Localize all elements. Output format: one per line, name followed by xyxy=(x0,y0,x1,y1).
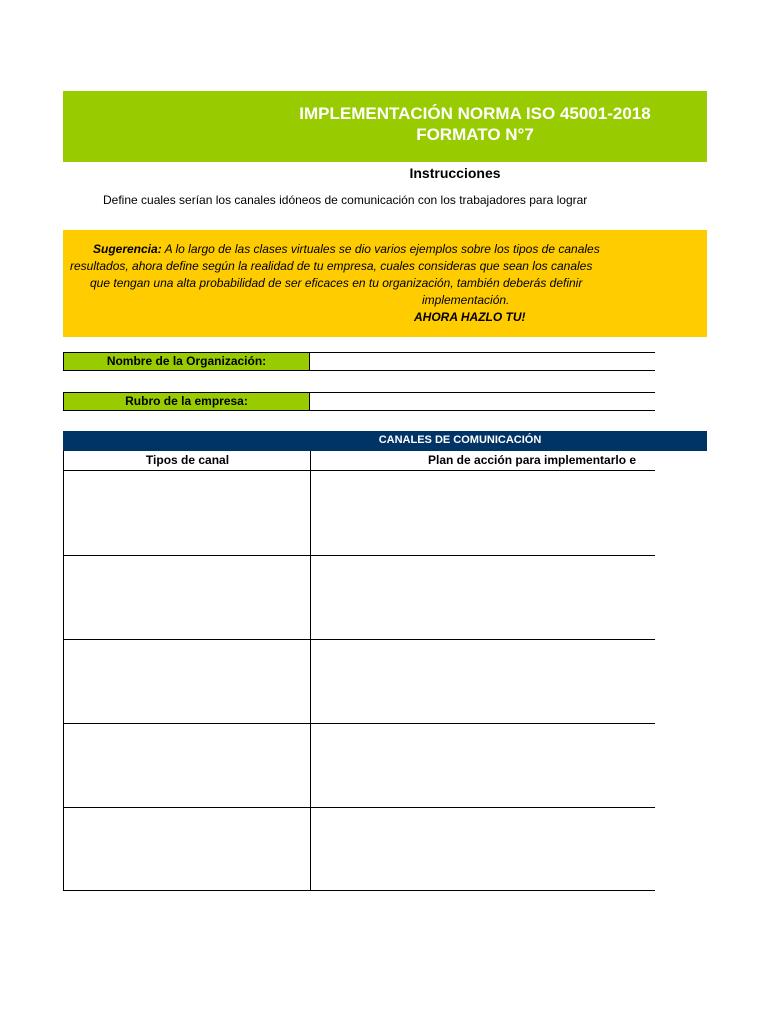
table-title: CANALES DE COMUNICACIÓN xyxy=(378,434,542,446)
table-cell-plan[interactable] xyxy=(310,724,655,808)
title-line-2: FORMATO N°7 xyxy=(416,125,534,144)
business-label: Rubro de la empresa: xyxy=(63,392,310,411)
table-cell-tipo[interactable] xyxy=(63,556,311,640)
suggestion-line-1 xyxy=(63,241,655,258)
suggestion-box xyxy=(63,241,655,331)
organization-input[interactable] xyxy=(310,352,655,371)
title-line-1: IMPLEMENTACIÓN NORMA ISO 45001-2018 xyxy=(299,104,651,123)
suggestion-line-1-text: A lo largo de las clases virtuales se dio varios ejemplos sobre los tipos de canales xyxy=(161,242,600,256)
suggestion-line-4: implementación. xyxy=(422,293,510,307)
instructions-heading: Instrucciones xyxy=(409,165,501,181)
table-cell-tipo[interactable] xyxy=(63,724,311,808)
page-title xyxy=(290,103,660,145)
suggestion-line-5: AHORA HAZLO TU! xyxy=(414,310,526,324)
instructions-text: Define cuales serían los canales idóneos de comunicación con los trabajadores para lograr xyxy=(103,193,588,207)
table-cell-plan[interactable] xyxy=(310,471,655,556)
suggestion-label: Sugerencia: xyxy=(93,242,162,256)
column-header-plan: Plan de acción para implementarlo e xyxy=(310,451,655,471)
table-cell-tipo[interactable] xyxy=(63,808,311,891)
table-cell-tipo[interactable] xyxy=(63,471,311,556)
table-cell-plan[interactable] xyxy=(310,808,655,891)
table-cell-plan[interactable] xyxy=(310,640,655,724)
suggestion-line-2: resultados, ahora define según la realidad de tu empresa, cuales consideras que sean los canales xyxy=(70,259,593,273)
suggestion-line-3: que tengan una alta probabilidad de ser eficaces en tu organización, también deberás definir xyxy=(90,276,583,290)
column-header-tipos: Tipos de canal xyxy=(63,451,311,471)
business-input[interactable] xyxy=(310,392,655,411)
table-cell-tipo[interactable] xyxy=(63,640,311,724)
table-cell-plan[interactable] xyxy=(310,556,655,640)
organization-label: Nombre de la Organización: xyxy=(63,352,310,371)
